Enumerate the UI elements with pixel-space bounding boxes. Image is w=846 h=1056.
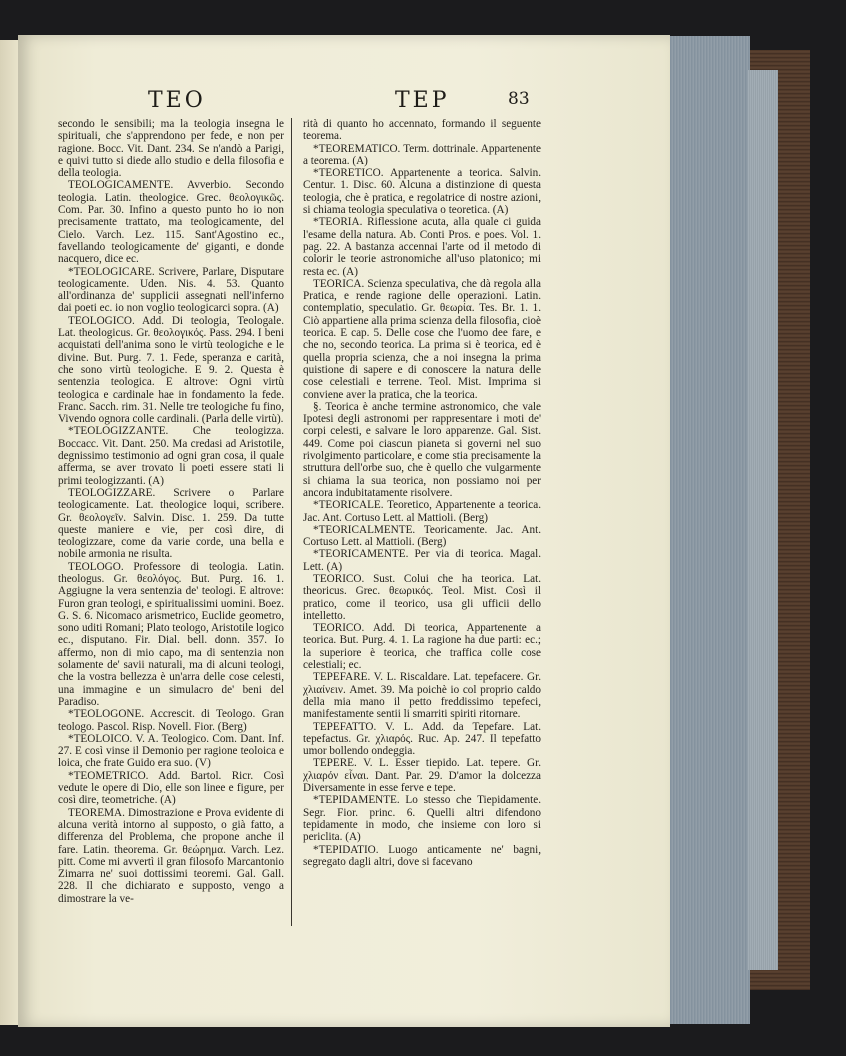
- entry-paragraph: TEOLOGICAMENTE. Avverbio. Secondo teologia. Latin. theologice. Grec. θεολογικῶς. Com. Par. 30. Infino a questo punto ho io non precisamente trattato, ma teologicamente, del Cielo. Varch. Lez. 115. Sant'Agostino ec., favellando teologicamente de' giganti, e donde nacquero, dice ec.: [58, 179, 284, 266]
- entry-paragraph: *TEORICAMENTE. Per via di teorica. Magal. Lett. (A): [303, 548, 541, 573]
- entry-paragraph: TEOLOGICO. Add. Di teologia, Teologale. Lat. theologicus. Gr. θεολογικός. Pass. 294. I beni acquistati dell'anima sono le virtù teologiche e le divine. But. Purg. 7. 1. Fede, speranza e carità, che sono virtù teologiche. E 9. 2. Questa è sentenzia teologica. E altrove: Ogni virtù teologica e cardinale hae in fondamento la fede. Franc. Sacch. rim. 31. Nelle tre teologiche fu fino, Vivendo ognora colle cardinali. (Parla delle virtù).: [58, 314, 284, 426]
- entry-paragraph: TEOLOGO. Professore di teologia. Latin. theologus. Gr. θεολόγος. But. Purg. 16. 1. Aggiugne la vera sentenzia de' teologi. E altrove: Furon gran teologi, e spiritualissimi uomini. Boez. G. S. 6. Nicomaco arismetrico, Euclide geometro, sono uditi Romani; Plato teologo, Aristotile logico ec., disputano. Fir. Dial. bell. donn. 357. Io affermo, non di mio capo, ma di sentenzia non solamente de' savii naturali, ma di alcuni teologi, che la vostra bellezza è un'arra delle cose celesti, una immagine e un simulacro de' beni del Paradiso.: [58, 560, 284, 708]
- entry-paragraph: *TEOMETRICO. Add. Bartol. Ricr. Così vedute le opere di Dio, elle son linee e figure, per così dire, teometriche. (A): [58, 769, 284, 807]
- entry-paragraph: *TEPIDATIO. Luogo anticamente ne' bagni, segregato dagli altri, dove si facevano: [303, 843, 541, 868]
- left-column-header: TEO: [148, 88, 206, 113]
- entry-paragraph: TEOLOGIZZARE. Scrivere o Parlare teologicamente. Lat. theologice loqui, scribere. Gr. θεολογεῖν. Salvin. Disc. 1. 259. Da tutte queste maniere e vie, per così dire, di teologizzare, come da varie corde, una bella e nobile armonia ne risulta.: [58, 486, 284, 561]
- entry-paragraph: §. Teorica è anche termine astronomico, che vale Ipotesi degli astronomi per rappresentare i moti de' corpi celesti, e salvare le loro apparenze. Gal. Sist. 449. Come poi ciascun pianeta si governi nel suo rivolgimento particolare, e come stia precisamente la struttura dell'orbe suo, che è quello che vulgarmente si chiama la sua teorica, non possiamo noi per ancora indubitatamente risolvere.: [303, 400, 541, 499]
- entry-paragraph: *TEOLOGICARE. Scrivere, Parlare, Disputare teologicamente. Uden. Nis. 4. 53. Quanto all'ordinanza de' supplicii assegnati nell'inferno dai poeti ec. io non voglio teologicarci sopra. (A): [58, 265, 284, 315]
- entry-paragraph: TEPEFARE. V. L. Riscaldare. Lat. tepefacere. Gr. χλιαίνειν. Amet. 39. Ma poichè io col proprio caldo della mia mano il petto freddissimo tepefeci, manifestamente sentii li smarriti spiriti ritornare.: [303, 671, 541, 721]
- right-column-header: TEP: [395, 88, 450, 113]
- entry-paragraph: secondo le sensibili; ma la teologia insegna le spirituali, che s'apprendono per fede, e non per ragione. Bocc. Vit. Dant. 234. Se n'andò a Parigi, e quivi tutto si diede allo studio e della filosofia e della teologia.: [58, 118, 284, 180]
- page-number: 83: [508, 89, 530, 109]
- entry-paragraph: TEOREMA. Dimostrazione e Prova evidente di alcuna verità intorno al supposto, o già fatto, a differenza del Problema, che propone anche il fare. Latin. theorema. Gr. θεώρημα. Varch. Lez. pitt. Come mi avvertì il gran filosofo Marcantonio Zimarra ne' suoi dottissimi teoremi. Gal. Gall. 228. Il che dichiarato e supposto, vengo a dimostrare la ve-: [58, 806, 284, 905]
- entry-paragraph: *TEOLOGIZZANTE. Che teologizza. Boccacc. Vit. Dant. 250. Ma credasi ad Aristotile, degnissimo testimonio ad ogni gran cosa, il quale afferma, se aver trovato li poeti essere stati li primi teologizzanti. (A): [58, 425, 284, 487]
- entry-paragraph: TEORICO. Sust. Colui che ha teorica. Lat. theoricus. Grec. θεωρικός. Teol. Mist. Così il pratico, come il teorico, usa gli ufficii dello intelletto.: [303, 572, 541, 622]
- left-column: [58, 118, 284, 905]
- entry-paragraph: TEORICO. Add. Di teorica, Appartenente a teorica. But. Purg. 4. 1. La ragione ha due parti: ec.; la superiore è teorica, che traffica colle cose celestiali; ec.: [303, 622, 541, 672]
- entry-paragraph: *TEOLOGONE. Accrescit. di Teologo. Gran teologo. Pascol. Risp. Novell. Fior. (Berg): [58, 708, 284, 733]
- entry-paragraph: *TEOREMATICO. Term. dottrinale. Appartenente a teorema. (A): [303, 142, 541, 167]
- entry-paragraph: *TEORETICO. Appartenente a teorica. Salvin. Centur. 1. Disc. 60. Alcuna a distinzione di questa teologia, che è pratica, e regolatrice di nostre azioni, si chiama teologia speculativa o teoretica. (A): [303, 167, 541, 217]
- entry-paragraph: *TEORICALE. Teoretico, Appartenente a teorica. Jac. Ant. Cortuso Lett. al Mattioli. (Berg): [303, 499, 541, 524]
- column-divider: [291, 118, 292, 926]
- entry-paragraph: TEPEFATTO. V. L. Add. da Tepefare. Lat. tepefactus. Gr. χλιαρός. Ruc. Ap. 247. Il tepefatto umor bollendo ondeggia.: [303, 720, 541, 758]
- right-column: [303, 118, 541, 868]
- page-stack-inner: [748, 70, 778, 970]
- entry-paragraph: *TEORIA. Riflessione acuta, alla quale ci guida l'esame della natura. Ab. Conti Pros. e poes. Vol. 1. pag. 22. A bastanza accennai l'arte od il metodo di colorir le teorie astronomiche all'uso platonico; mi resta ec. (A): [303, 216, 541, 278]
- entry-paragraph: TEPERE. V. L. Esser tiepido. Lat. tepere. Gr. χλιαρόν εἶναι. Dant. Par. 29. D'amor la dolcezza Diversamente in esse ferve e tepe.: [303, 757, 541, 795]
- entry-paragraph: *TEPIDAMENTE. Lo stesso che Tiepidamente. Segr. Fior. princ. 6. Quelli altri difendono tepidamente in modo, che insieme con loro si periclita. (A): [303, 794, 541, 844]
- page-stack-edges: [668, 36, 750, 1024]
- entry-paragraph: TEORICA. Scienza speculativa, che dà regola alla Pratica, e rende ragione delle operazioni. Latin. contemplatio, speculatio. Gr. θεωρία. Tes. Br. 1. 1. Ciò appartiene alla prima scienza della filosofia, cioè teorica. E cap. 5. Delle cose che l'uomo dee fare, e che no, secondo teorica. La prima si è teorica, ed è quella propria scienza, che a noi insegna la prima quistione di sapere e di conoscere la natura delle cose celestiali e terrene. Teol. Mist. Imprima si conviene aver la pratica, che la teorica.: [303, 277, 541, 401]
- entry-paragraph: rità di quanto ho accennato, formando il seguente teorema.: [303, 118, 541, 143]
- entry-paragraph: *TEORICALMENTE. Teoricamente. Jac. Ant. Cortuso Lett. al Mattioli. (Berg): [303, 523, 541, 549]
- entry-paragraph: *TEOLOICO. V. A. Teologico. Com. Dant. Inf. 27. E così vinse il Demonio per ragione teoloica e loica, che frate Guido era suo. (V): [58, 732, 284, 770]
